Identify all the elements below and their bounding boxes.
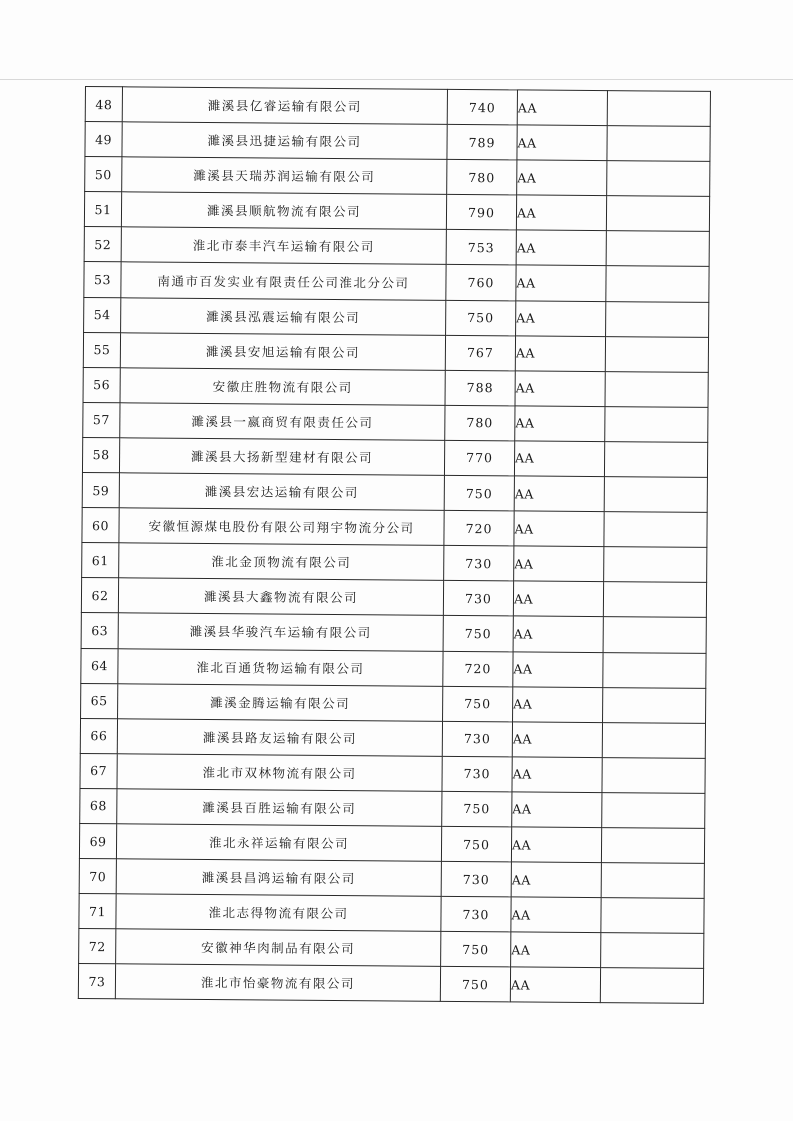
note-cell bbox=[607, 91, 710, 127]
row-number: 50 bbox=[85, 157, 122, 192]
table-row bbox=[81, 613, 706, 653]
note-cell bbox=[603, 687, 706, 723]
row-number: 62 bbox=[81, 578, 118, 613]
note-cell bbox=[600, 968, 703, 1004]
table-row bbox=[83, 367, 708, 407]
credit-grade: AA bbox=[515, 371, 605, 407]
row-number: 72 bbox=[79, 929, 116, 964]
credit-score: 730 bbox=[441, 861, 511, 897]
credit-score: 730 bbox=[442, 756, 512, 792]
credit-grade: AA bbox=[514, 511, 604, 547]
credit-grade: AA bbox=[511, 932, 601, 968]
table-row bbox=[82, 543, 707, 583]
row-number: 48 bbox=[85, 87, 122, 122]
credit-grade: AA bbox=[516, 265, 606, 301]
credit-score: 750 bbox=[443, 686, 513, 722]
credit-score: 730 bbox=[444, 546, 514, 582]
credit-score: 750 bbox=[440, 967, 510, 1003]
note-cell bbox=[605, 371, 708, 407]
credit-score: 767 bbox=[445, 335, 515, 371]
table-row bbox=[81, 648, 706, 688]
credit-grade: AA bbox=[511, 827, 601, 863]
company-name: 南通市百发实业有限责任公司淮北分公司 bbox=[121, 262, 446, 300]
row-number: 73 bbox=[78, 964, 115, 999]
company-name: 淮北百通货物运输有限公司 bbox=[118, 648, 443, 686]
row-number: 67 bbox=[80, 753, 117, 788]
credit-grade: AA bbox=[514, 476, 604, 512]
table-row bbox=[81, 683, 706, 723]
note-cell bbox=[601, 933, 704, 969]
company-name: 安徽庄胜物流有限公司 bbox=[120, 368, 445, 406]
note-cell bbox=[601, 863, 704, 899]
note-cell bbox=[604, 477, 707, 513]
credit-score: 780 bbox=[447, 160, 517, 196]
table-row bbox=[79, 894, 704, 934]
company-name: 安徽恒源煤电股份有限公司翔宇物流分公司 bbox=[119, 508, 444, 546]
credit-score: 770 bbox=[444, 440, 514, 476]
company-name: 濉溪县华骏汽车运输有限公司 bbox=[118, 613, 443, 651]
credit-score: 788 bbox=[445, 370, 515, 406]
credit-score: 740 bbox=[447, 89, 517, 125]
credit-grade: AA bbox=[517, 160, 607, 196]
credit-grade: AA bbox=[517, 90, 607, 126]
credit-score: 730 bbox=[441, 896, 511, 932]
company-name: 濉溪县安旭运输有限公司 bbox=[120, 332, 445, 370]
table-row bbox=[85, 122, 710, 162]
note-cell bbox=[607, 126, 710, 162]
row-number: 61 bbox=[82, 543, 119, 578]
note-cell bbox=[606, 231, 709, 267]
credit-score: 760 bbox=[446, 265, 516, 301]
row-number: 53 bbox=[84, 262, 121, 297]
table-row bbox=[85, 87, 710, 127]
row-number: 69 bbox=[79, 823, 116, 858]
company-name: 淮北永祥运输有限公司 bbox=[116, 824, 441, 862]
credit-grade: AA bbox=[513, 616, 603, 652]
credit-grade: AA bbox=[510, 967, 600, 1003]
credit-score: 750 bbox=[444, 475, 514, 511]
row-number: 51 bbox=[84, 192, 121, 227]
company-name: 濉溪县亿睿运输有限公司 bbox=[122, 87, 447, 125]
company-name: 濉溪县泓震运输有限公司 bbox=[121, 297, 446, 335]
row-number: 70 bbox=[79, 859, 116, 894]
credit-grade: AA bbox=[512, 722, 602, 758]
credit-score: 730 bbox=[442, 721, 512, 757]
row-number: 63 bbox=[81, 613, 118, 648]
credit-score: 750 bbox=[443, 616, 513, 652]
table-row bbox=[78, 964, 703, 1004]
note-cell bbox=[603, 652, 706, 688]
table-row bbox=[84, 262, 709, 302]
row-number: 65 bbox=[81, 683, 118, 718]
table-row bbox=[83, 332, 708, 372]
table-row bbox=[79, 859, 704, 899]
note-cell bbox=[602, 757, 705, 793]
table-row bbox=[80, 753, 705, 793]
company-name: 濉溪县大鑫物流有限公司 bbox=[118, 578, 443, 616]
note-cell bbox=[604, 547, 707, 583]
table-body bbox=[78, 87, 710, 1004]
table-row bbox=[84, 192, 709, 232]
table-row bbox=[79, 929, 704, 969]
company-name: 濉溪县迅捷运输有限公司 bbox=[122, 122, 447, 160]
company-name: 濉溪县百胜运输有限公司 bbox=[117, 789, 442, 827]
note-cell bbox=[601, 898, 704, 934]
credit-grade: AA bbox=[514, 441, 604, 477]
company-name: 淮北市怡豪物流有限公司 bbox=[115, 964, 440, 1002]
table-row bbox=[83, 402, 708, 442]
table-row bbox=[82, 508, 707, 548]
row-number: 60 bbox=[82, 508, 119, 543]
company-name: 濉溪县昌鸿运输有限公司 bbox=[116, 859, 441, 897]
note-cell bbox=[604, 442, 707, 478]
company-name: 濉溪县宏达运输有限公司 bbox=[119, 473, 444, 511]
note-cell bbox=[602, 722, 705, 758]
row-number: 52 bbox=[84, 227, 121, 262]
company-name: 濉溪金腾运输有限公司 bbox=[118, 683, 443, 721]
credit-score: 753 bbox=[446, 230, 516, 266]
credit-score: 720 bbox=[443, 651, 513, 687]
company-name: 安徽神华肉制品有限公司 bbox=[116, 929, 441, 967]
row-number: 54 bbox=[84, 297, 121, 332]
credit-score: 730 bbox=[443, 581, 513, 617]
credit-score: 750 bbox=[441, 932, 511, 968]
note-cell bbox=[601, 828, 704, 864]
table-row bbox=[85, 157, 710, 197]
credit-score: 789 bbox=[447, 124, 517, 160]
table-row bbox=[82, 473, 707, 513]
row-number: 64 bbox=[81, 648, 118, 683]
company-name: 淮北金顶物流有限公司 bbox=[119, 543, 444, 581]
credit-score: 720 bbox=[444, 510, 514, 546]
credit-grade: AA bbox=[517, 125, 607, 161]
note-cell bbox=[605, 406, 708, 442]
row-number: 56 bbox=[83, 367, 120, 402]
table-row bbox=[84, 297, 709, 337]
note-cell bbox=[604, 512, 707, 548]
row-number: 59 bbox=[82, 473, 119, 508]
note-cell bbox=[603, 617, 706, 653]
credit-score: 750 bbox=[442, 791, 512, 827]
row-number: 58 bbox=[82, 437, 119, 472]
table-row bbox=[84, 227, 709, 267]
row-number: 55 bbox=[83, 332, 120, 367]
note-cell bbox=[606, 266, 709, 302]
company-name: 濉溪县天瑞苏润运输有限公司 bbox=[122, 157, 447, 195]
credit-grade: AA bbox=[515, 336, 605, 372]
table-row bbox=[80, 788, 705, 828]
credit-score: 790 bbox=[446, 195, 516, 231]
credit-score: 780 bbox=[445, 405, 515, 441]
credit-grade: AA bbox=[513, 686, 603, 722]
note-cell bbox=[605, 336, 708, 372]
table-row bbox=[79, 823, 704, 863]
company-name: 濉溪县大扬新型建材有限公司 bbox=[119, 438, 444, 476]
credit-score: 750 bbox=[441, 826, 511, 862]
company-name: 淮北市双林物流有限公司 bbox=[117, 754, 442, 792]
note-cell bbox=[606, 196, 709, 232]
table-row bbox=[80, 718, 705, 758]
note-cell bbox=[603, 582, 706, 618]
company-name: 濉溪县路友运输有限公司 bbox=[117, 718, 442, 756]
row-number: 57 bbox=[83, 402, 120, 437]
credit-grade: AA bbox=[512, 792, 602, 828]
credit-grade: AA bbox=[516, 300, 606, 336]
note-cell bbox=[607, 161, 710, 197]
company-name: 濉溪县顺航物流有限公司 bbox=[121, 192, 446, 230]
credit-grade: AA bbox=[513, 581, 603, 617]
note-cell bbox=[606, 301, 709, 337]
credit-grade: AA bbox=[515, 406, 605, 442]
note-cell bbox=[602, 792, 705, 828]
company-name: 淮北市泰丰汽车运输有限公司 bbox=[121, 227, 446, 265]
company-name: 濉溪县一嬴商贸有限责任公司 bbox=[120, 403, 445, 441]
credit-grade: AA bbox=[516, 195, 606, 231]
credit-grade: AA bbox=[511, 897, 601, 933]
credit-rating-table bbox=[78, 86, 711, 1004]
credit-score: 750 bbox=[446, 300, 516, 336]
table-row bbox=[81, 578, 706, 618]
credit-grade: AA bbox=[513, 651, 603, 687]
credit-grade: AA bbox=[512, 757, 602, 793]
scan-edge-line bbox=[0, 79, 793, 80]
table-row bbox=[82, 437, 707, 477]
credit-grade: AA bbox=[511, 862, 601, 898]
credit-grade: AA bbox=[516, 230, 606, 266]
company-name: 淮北志得物流有限公司 bbox=[116, 894, 441, 932]
row-number: 66 bbox=[80, 718, 117, 753]
row-number: 49 bbox=[85, 122, 122, 157]
row-number: 68 bbox=[80, 788, 117, 823]
row-number: 71 bbox=[79, 894, 116, 929]
credit-grade: AA bbox=[514, 546, 604, 582]
